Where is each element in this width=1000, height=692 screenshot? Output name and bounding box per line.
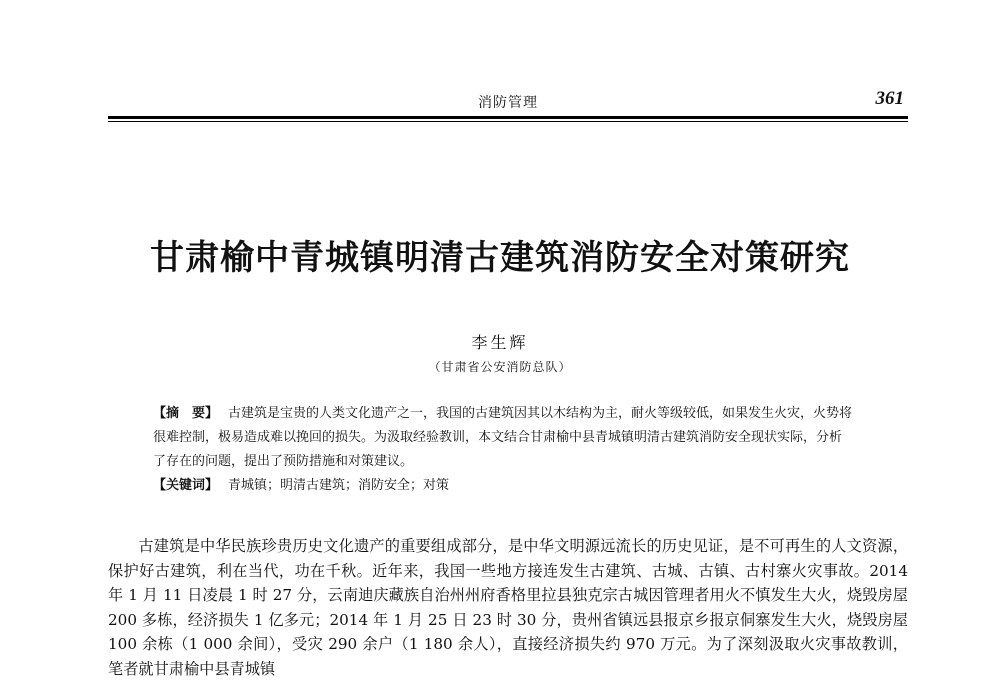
page-number: 361 bbox=[875, 88, 904, 109]
keywords-label: 【关键词】 bbox=[153, 478, 219, 493]
keywords-paragraph bbox=[153, 474, 853, 498]
author-name: 李生辉 bbox=[471, 333, 529, 352]
abstract-paragraph bbox=[153, 402, 853, 474]
running-head bbox=[108, 86, 908, 114]
header-rule-thin bbox=[108, 121, 908, 122]
body-paragraph: 古建筑是中华民族珍贵历史文化遗产的重要组成部分，是中华文明源远流长的历史见证，是不可再生的人文资源，保护好古建筑，利在当代，功在千秋。近年来，我国一些地方接连发生古建筑、古城、古镇、古村寨火灾事故。2014 年 1 月 11 日凌晨 1 时 27 分，云南迪庆藏族自治州州府香格里拉县独克宗古城因管理者用火不慎发生大火，烧毁房屋 200 多栋，经济损失 1 亿多元；2014 年 1 月 25 日 23 时 30 分，贵州省镇远县报京乡报京侗寨发生大火，烧毁房屋 100 余栋（1 000 余间），受灾 290 余户（1 180 余人），直接经济损失约 970 万元。为了深刻汲取火灾事故教训，笔者就甘肃榆中县青城镇 bbox=[108, 537, 908, 678]
author-affiliation: （甘肃省公安消防总队） bbox=[428, 360, 572, 374]
abstract-label: 【摘 要】 bbox=[153, 406, 219, 421]
running-head-section: 消防管理 bbox=[478, 95, 538, 111]
keywords-text: 青城镇；明清古建筑；消防安全；对策 bbox=[228, 478, 450, 493]
body-text bbox=[108, 534, 908, 681]
abstract-text: 古建筑是宝贵的人类文化遗产之一，我国的古建筑因其以木结构为主，耐火等级较低，如果发生火灾，火势将很难控制，极易造成难以挽回的损失。为汲取经验教训，本文结合甘肃榆中县青城镇明清古建筑消防安全现状实际，分析了存在的问题，提出了预防措施和对策建议。 bbox=[153, 406, 853, 469]
header-rule-thick bbox=[108, 116, 908, 119]
article-title: 甘肃榆中青城镇明清古建筑消防安全对策研究 bbox=[150, 238, 850, 278]
abstract-block bbox=[153, 402, 853, 498]
